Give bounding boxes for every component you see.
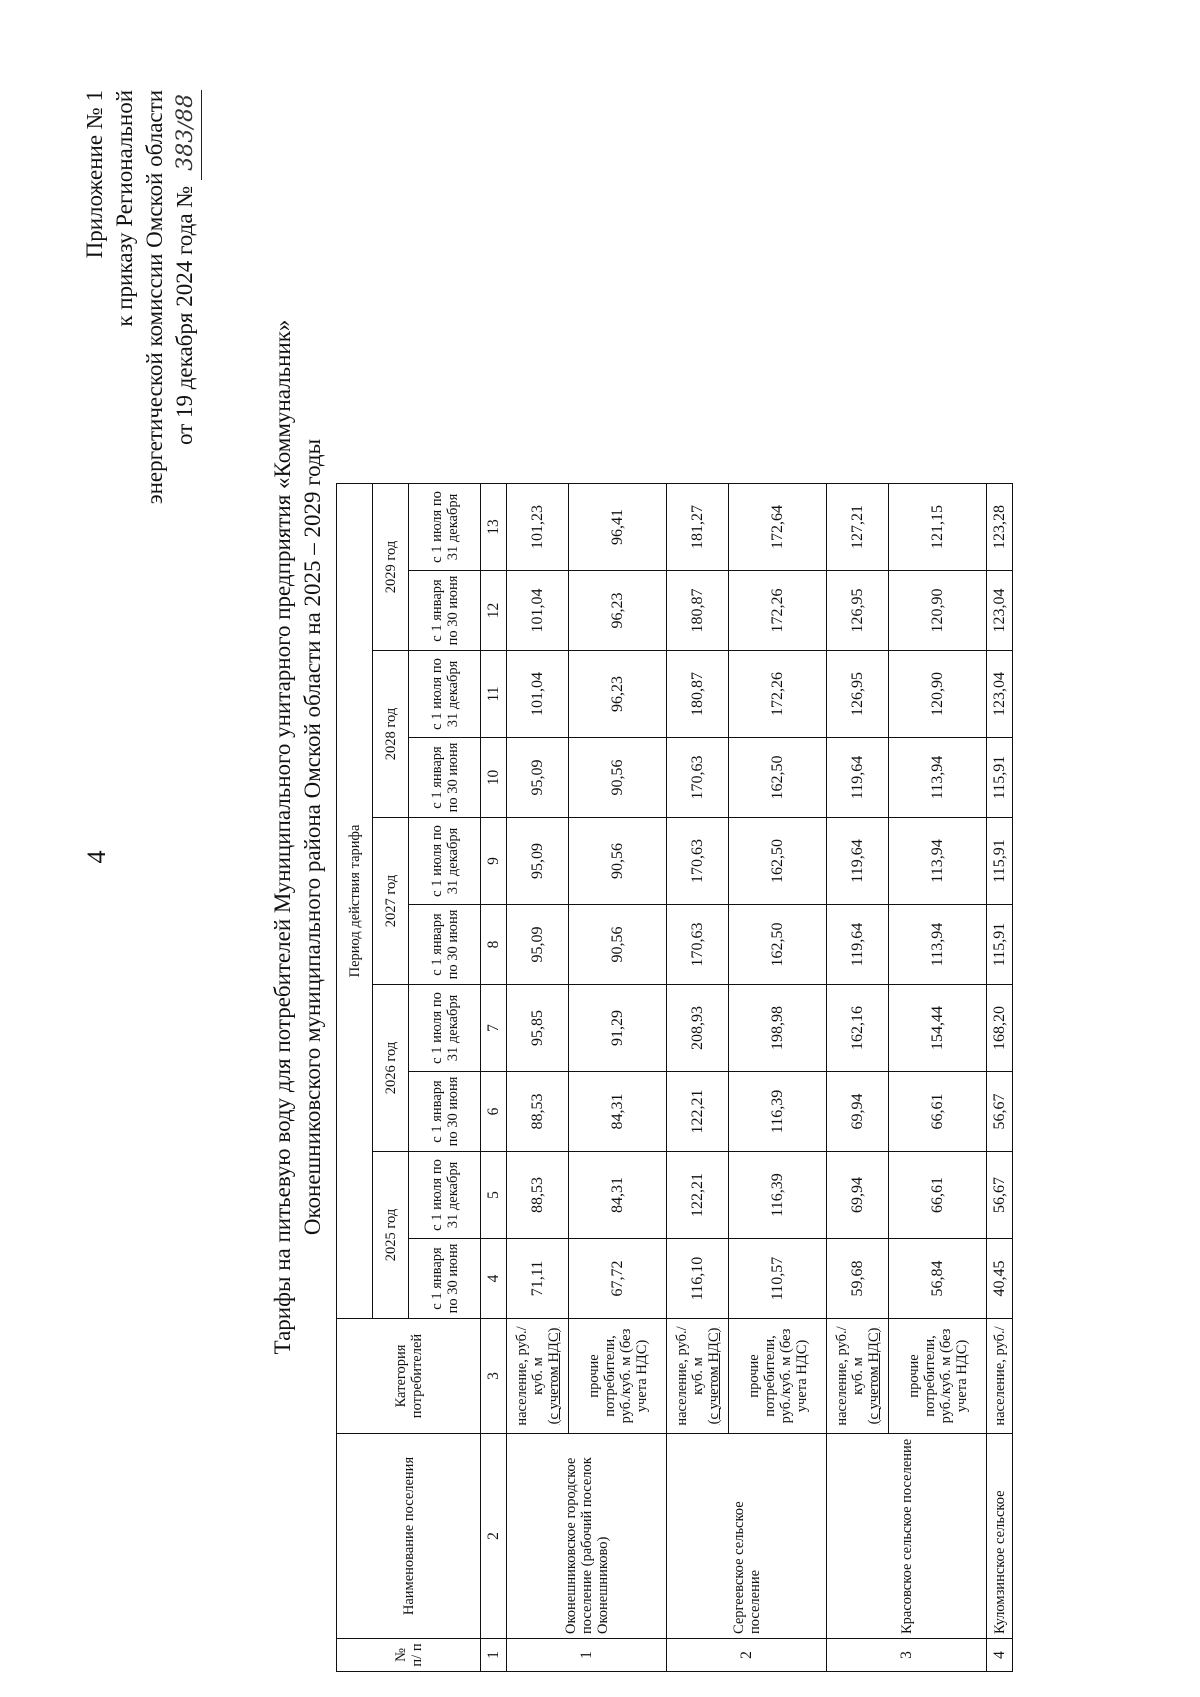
tariff-value: 120,90: [889, 651, 987, 738]
appendix-line-3: энергетической комиссии Омской области: [142, 90, 167, 505]
tariff-value: 180,87: [667, 651, 729, 738]
header-half-1: с 1 января по 30 июня: [409, 1072, 481, 1152]
category-population-label: население, руб./куб. м: [833, 1326, 866, 1426]
column-number: 9: [481, 818, 507, 905]
header-half-1: с 1 января по 30 июня: [409, 905, 481, 985]
tariff-value: 122,21: [667, 1072, 729, 1152]
category-population: [667, 1319, 729, 1434]
tariff-value: 172,26: [729, 571, 827, 651]
appendix-header: [80, 90, 202, 870]
header-half-2: с 1 июля по 31 декабря: [409, 651, 481, 738]
table-row: [987, 484, 1013, 1672]
category-population-label: население, руб./куб. м: [513, 1326, 546, 1426]
table-row: [667, 484, 729, 1672]
column-number-row: [481, 484, 507, 1672]
category-population-label: население, руб./куб. м: [673, 1326, 706, 1426]
page-number: 4: [82, 850, 111, 864]
tariff-value: 119,64: [827, 905, 889, 985]
title-line-2: Оконешниковского муниципального района Омской области на 2025 – 2029 годы: [300, 438, 325, 1236]
row-number: 3: [827, 1639, 987, 1672]
table-body: [507, 484, 1013, 1672]
header-half-2: с 1 июля по 31 декабря: [409, 985, 481, 1072]
row-number: 4: [987, 1639, 1013, 1672]
category-vat-note: (с учетом НДС): [705, 1327, 722, 1425]
table-row: [827, 484, 889, 1672]
appendix-date: от 19 декабря 2024 года №: [172, 185, 197, 446]
row-number: 1: [507, 1639, 667, 1672]
tariff-value: 198,98: [729, 985, 827, 1072]
tariff-value: 66,61: [889, 1072, 987, 1152]
row-number: 2: [667, 1639, 827, 1672]
tariff-value: 96,23: [569, 571, 667, 651]
tariff-value: 123,04: [987, 651, 1013, 738]
column-number: 11: [481, 651, 507, 738]
tariff-value: 96,23: [569, 651, 667, 738]
tariff-value: 120,90: [889, 571, 987, 651]
tariff-value: 172,64: [729, 484, 827, 571]
header-half-2: с 1 июля по 31 декабря: [409, 484, 481, 571]
tariff-value: 84,31: [569, 1152, 667, 1239]
header-year-2026: 2026 год: [373, 985, 409, 1152]
handwritten-order-number: 383/88: [170, 90, 202, 180]
tariff-value: 162,50: [729, 738, 827, 818]
category-other: прочие потребители, руб./куб. м (без учета НДС): [889, 1319, 987, 1434]
tariff-value: 181,27: [667, 484, 729, 571]
tariff-value: 113,94: [889, 905, 987, 985]
tariff-value: 71,11: [507, 1239, 569, 1319]
header-half-1: с 1 января по 30 июня: [409, 1239, 481, 1319]
tariff-value: 115,91: [987, 818, 1013, 905]
tariff-value: 116,10: [667, 1239, 729, 1319]
tariff-value: 101,04: [507, 571, 569, 651]
category-population: [827, 1319, 889, 1434]
tariff-value: 88,53: [507, 1072, 569, 1152]
category-population: [987, 1319, 1013, 1434]
column-number: 5: [481, 1152, 507, 1239]
column-number: 7: [481, 985, 507, 1072]
tariff-table: [336, 483, 1013, 1672]
tariff-value: 90,56: [569, 738, 667, 818]
tariff-value: 127,21: [827, 484, 889, 571]
tariff-value: 84,31: [569, 1072, 667, 1152]
tariff-value: 40,45: [987, 1239, 1013, 1319]
column-number: 6: [481, 1072, 507, 1152]
column-number: 2: [481, 1434, 507, 1639]
tariff-value: 90,56: [569, 905, 667, 985]
tariff-value: 56,67: [987, 1152, 1013, 1239]
settlement-name: Куломзинское сельское: [987, 1434, 1013, 1639]
column-number: 13: [481, 484, 507, 571]
header-category: Категория потребителей: [337, 1319, 481, 1434]
header-half-1: с 1 января по 30 июня: [409, 738, 481, 818]
header-year-2027: 2027 год: [373, 818, 409, 985]
tariff-value: 172,26: [729, 651, 827, 738]
category-population-label: население, руб./: [991, 1326, 1008, 1426]
tariff-value: 121,15: [889, 484, 987, 571]
category-vat-note: (с учетом НДС): [865, 1327, 882, 1425]
tariff-value: 90,56: [569, 818, 667, 905]
header-year-2028: 2028 год: [373, 651, 409, 818]
tariff-value: 123,28: [987, 484, 1013, 571]
category-other: прочие потребители, руб./куб. м (без учета НДС): [569, 1319, 667, 1434]
column-number: 12: [481, 571, 507, 651]
tariff-value: 116,39: [729, 1152, 827, 1239]
tariff-value: 95,09: [507, 738, 569, 818]
column-number: 4: [481, 1239, 507, 1319]
header-settlement: Наименование поселения: [337, 1434, 481, 1639]
category-population: [507, 1319, 569, 1434]
tariff-value: 91,29: [569, 985, 667, 1072]
tariff-value: 154,44: [889, 985, 987, 1072]
column-number: 3: [481, 1319, 507, 1434]
tariff-value: 69,94: [827, 1072, 889, 1152]
tariff-value: 69,94: [827, 1152, 889, 1239]
header-number: № п/ п: [337, 1639, 481, 1672]
tariff-value: 67,72: [569, 1239, 667, 1319]
settlement-name: Красовское сельское поселение: [827, 1434, 987, 1639]
tariff-value: 126,95: [827, 571, 889, 651]
tariff-value: 119,64: [827, 818, 889, 905]
tariff-value: 123,04: [987, 571, 1013, 651]
tariff-value: 88,53: [507, 1152, 569, 1239]
column-number: 8: [481, 905, 507, 985]
tariff-value: 119,64: [827, 738, 889, 818]
tariff-value: 162,50: [729, 818, 827, 905]
tariff-value: 95,85: [507, 985, 569, 1072]
tariff-value: 56,84: [889, 1239, 987, 1319]
appendix-line-4: [170, 90, 202, 870]
tariff-value: 126,95: [827, 651, 889, 738]
tariff-value: 113,94: [889, 818, 987, 905]
settlement-name: Оконешниковское городское поселение (рабочий поселок Оконешниково): [507, 1434, 667, 1639]
header-half-2: с 1 июля по 31 декабря: [409, 818, 481, 905]
tariff-value: 56,67: [987, 1072, 1013, 1152]
tariff-value: 162,16: [827, 985, 889, 1072]
appendix-line-1: Приложение № 1: [82, 90, 107, 259]
tariff-value: 122,21: [667, 1152, 729, 1239]
tariff-value: 208,93: [667, 985, 729, 1072]
column-number: 10: [481, 738, 507, 818]
tariff-value: 96,41: [569, 484, 667, 571]
header-year-2025: 2025 год: [373, 1152, 409, 1319]
tariff-value: 115,91: [987, 738, 1013, 818]
document-title: [268, 57, 328, 1617]
settlement-name: Сергеевское сельское поселение: [667, 1434, 827, 1639]
tariff-value: 95,09: [507, 818, 569, 905]
appendix-line-2: к приказу Региональной: [112, 90, 137, 327]
column-number: 1: [481, 1639, 507, 1672]
tariff-value: 66,61: [889, 1152, 987, 1239]
tariff-value: 168,20: [987, 985, 1013, 1072]
tariff-value: 170,63: [667, 818, 729, 905]
tariff-value: 95,09: [507, 905, 569, 985]
category-vat-note: (с учетом НДС): [545, 1327, 562, 1425]
header-half-2: с 1 июля по 31 декабря: [409, 1152, 481, 1239]
tariff-value: 180,87: [667, 571, 729, 651]
tariff-value: 170,63: [667, 738, 729, 818]
tariff-value: 113,94: [889, 738, 987, 818]
tariff-value: 110,57: [729, 1239, 827, 1319]
tariff-value: 101,04: [507, 651, 569, 738]
tariff-value: 115,91: [987, 905, 1013, 985]
tariff-value: 170,63: [667, 905, 729, 985]
tariff-value: 101,23: [507, 484, 569, 571]
tariff-value: 59,68: [827, 1239, 889, 1319]
title-line-1: Тарифы на питьевую воду для потребителей Муниципального унитарного предприятия «Коммунальник»: [270, 319, 295, 1355]
category-other: прочие потребители, руб./куб. м (без учета НДС): [729, 1319, 827, 1434]
header-period: Период действия тарифа: [337, 484, 373, 1319]
header-year-2029: 2029 год: [373, 484, 409, 651]
table-row: [507, 484, 569, 1672]
tariff-value: 162,50: [729, 905, 827, 985]
tariff-value: 116,39: [729, 1072, 827, 1152]
header-half-1: с 1 января по 30 июня: [409, 571, 481, 651]
